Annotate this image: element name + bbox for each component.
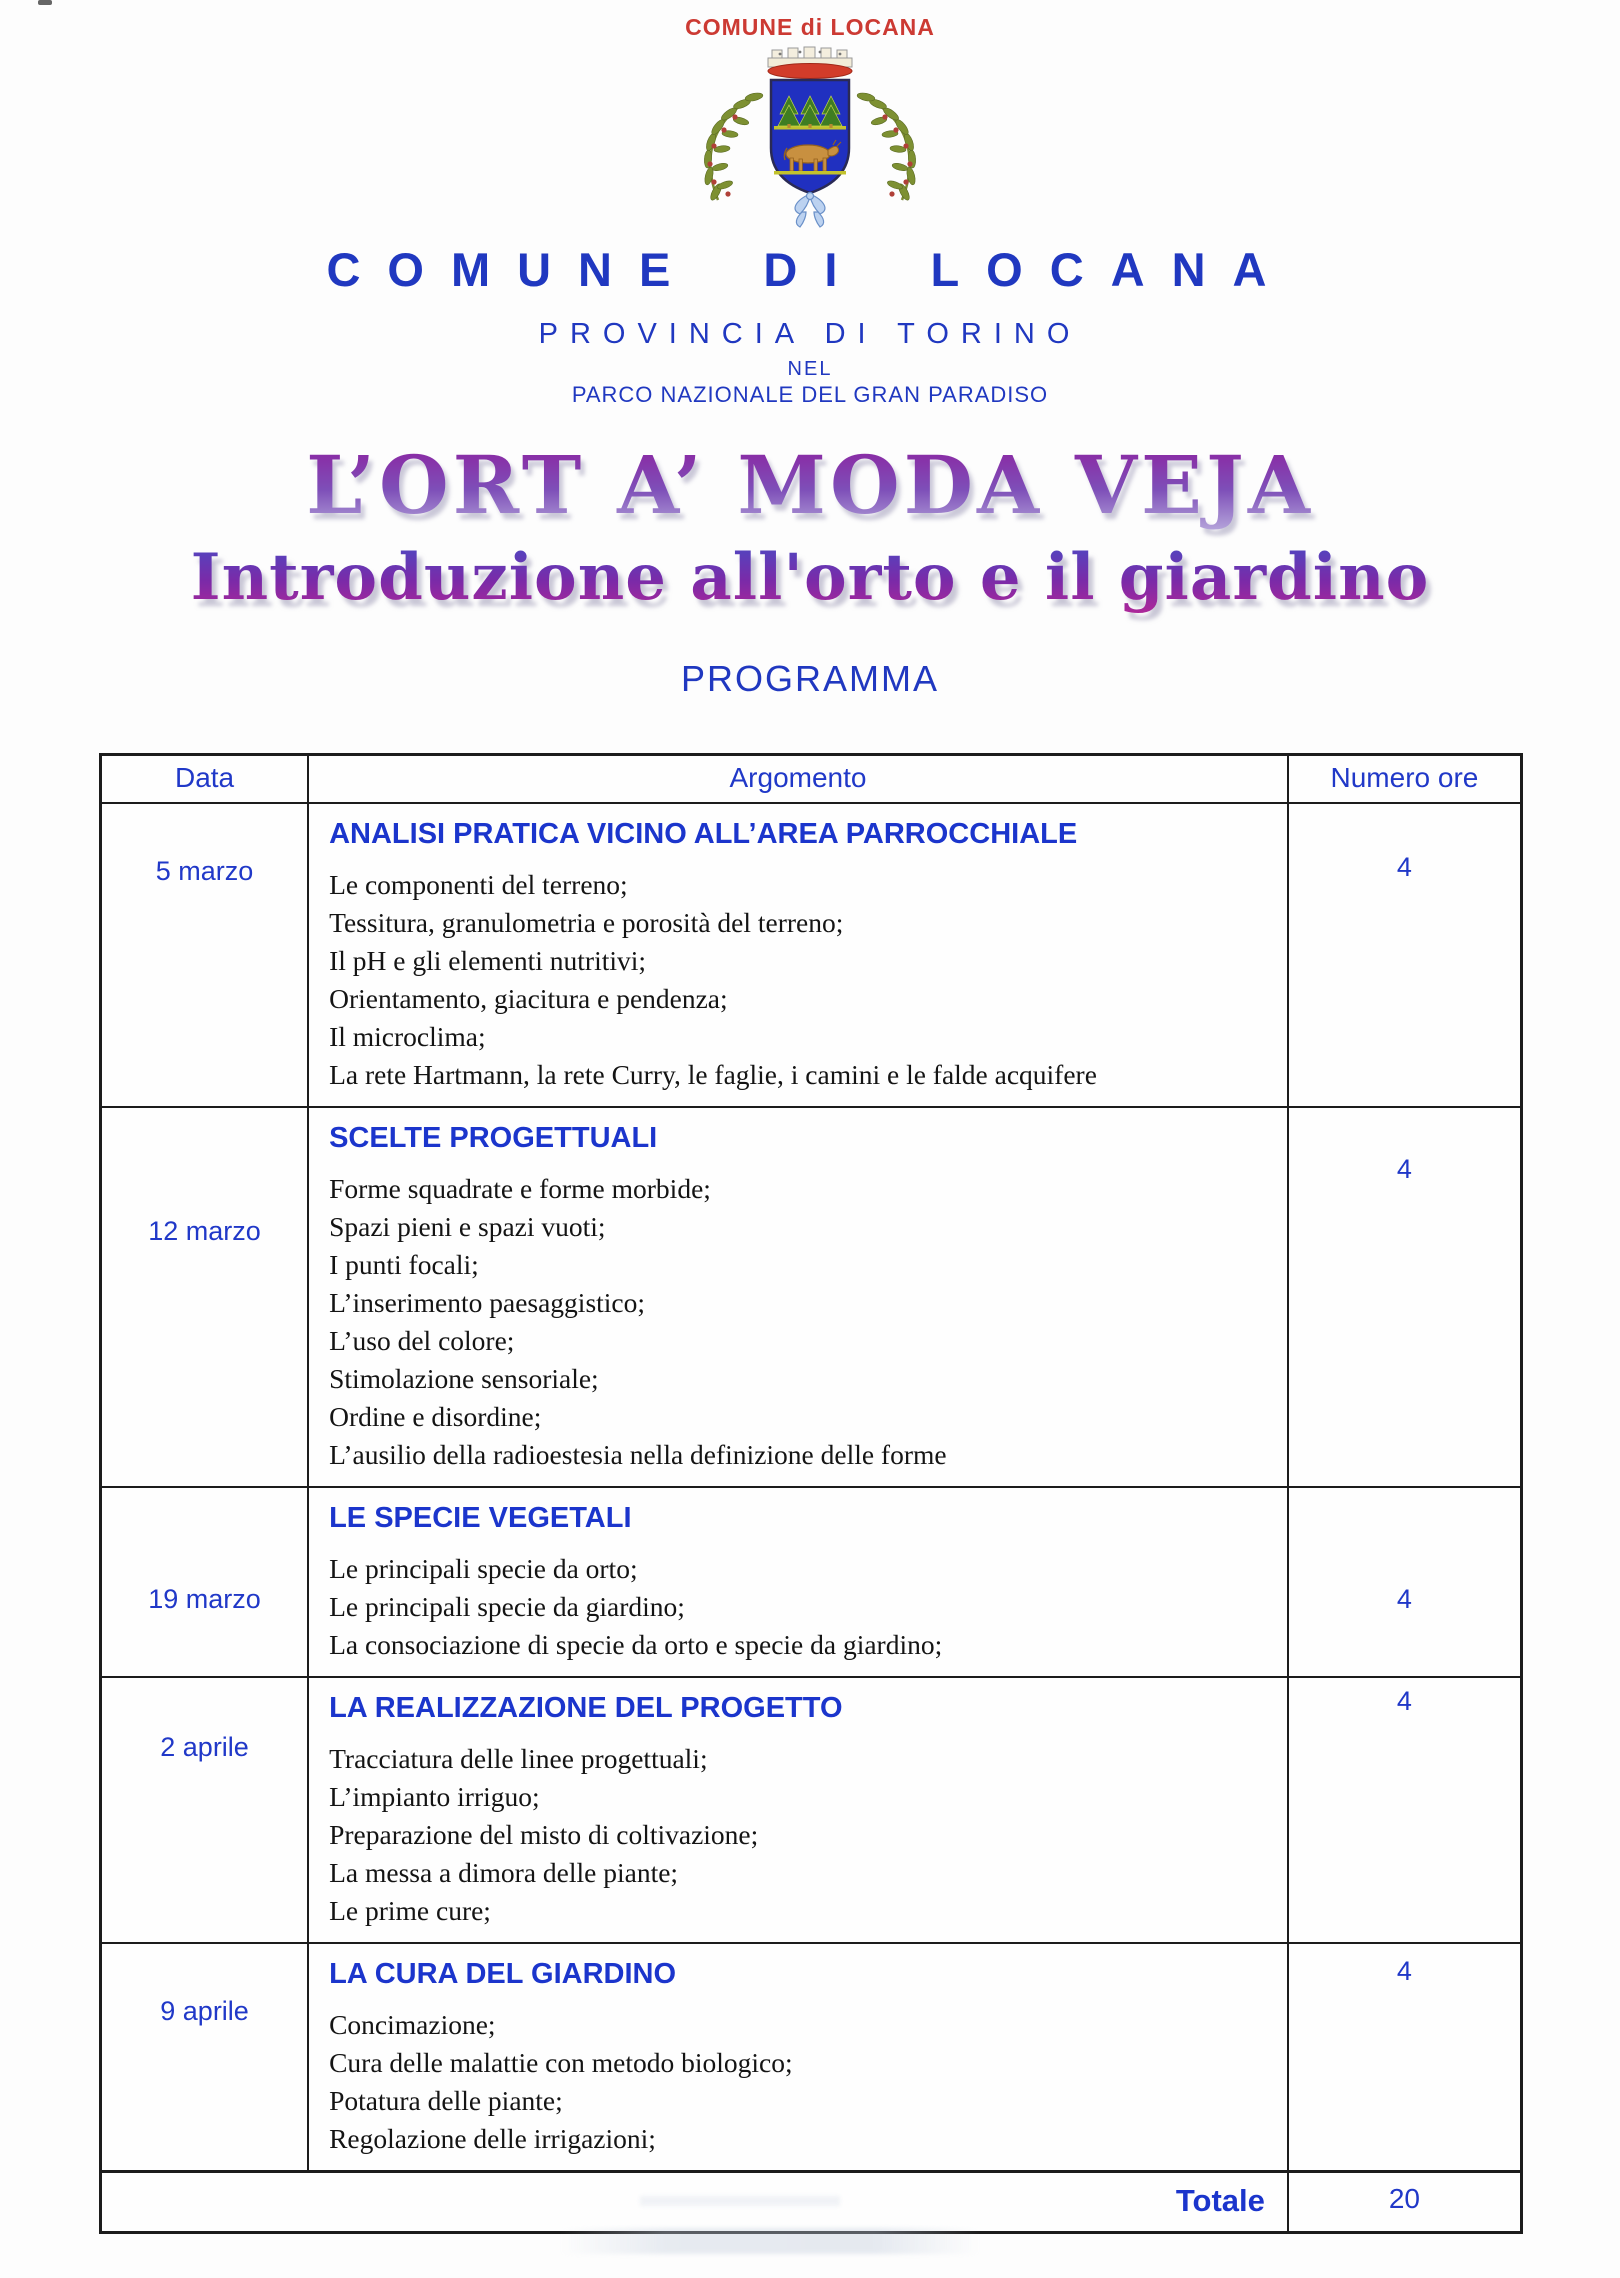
- lesson-title: LA CURA DEL GIARDINO: [329, 1958, 677, 1990]
- scan-smudge: [640, 2196, 840, 2206]
- wordart-title: L’ORT A’ MODA VEJA: [0, 438, 1620, 532]
- hours-cell: [1288, 1487, 1522, 1677]
- hours-cell: [1288, 1943, 1522, 2172]
- date-cell: [101, 1677, 309, 1943]
- lesson-date: 2 aprile: [160, 1732, 249, 1762]
- argument-item: Concimazione;: [329, 2009, 496, 2040]
- argument-cell: [308, 1107, 1288, 1487]
- lesson-hours: 4: [1396, 1154, 1412, 1184]
- lesson-date: 19 marzo: [148, 1584, 261, 1614]
- column-header-data: Data: [101, 755, 309, 804]
- argument-item: L’impianto irriguo;: [329, 1781, 540, 1812]
- argument-cell: [308, 1943, 1288, 2172]
- nel-text: NEL: [787, 358, 833, 380]
- date-cell: [101, 1107, 309, 1487]
- argument-item: La consociazione di specie da orto e specie da giardino;: [329, 1629, 943, 1660]
- lesson-items: [329, 1170, 1273, 1474]
- hours-cell: [1288, 1107, 1522, 1487]
- argument-item: Tracciatura delle linee progettuali;: [329, 1743, 708, 1774]
- column-header-argomento: Argomento: [308, 755, 1288, 804]
- argument-item: Le componenti del terreno;: [329, 869, 628, 900]
- argument-item: Il pH e gli elementi nutritivi;: [329, 945, 647, 976]
- argument-cell: [308, 803, 1288, 1107]
- argument-item: Le principali specie da giardino;: [329, 1591, 685, 1622]
- lesson-hours: 4: [1396, 1956, 1412, 1986]
- column-header-numero-ore: Numero ore: [1288, 755, 1522, 804]
- argument-item: Preparazione del misto di coltivazione;: [329, 1819, 759, 1850]
- argument-item: I punti focali;: [329, 1249, 479, 1280]
- table-row: [101, 1487, 1522, 1677]
- argument-item: L’ausilio della radioestesia nella definizione delle forme: [329, 1439, 947, 1470]
- argument-item: Regolazione delle irrigazioni;: [329, 2123, 656, 2154]
- lesson-hours: 4: [1396, 1686, 1412, 1716]
- wordart-subtitle: Introduzione all'orto e il giardino: [0, 540, 1620, 615]
- argument-cell: [308, 1677, 1288, 1943]
- coat-of-arms-icon: [680, 42, 940, 232]
- lesson-items: [329, 1740, 1273, 1930]
- argument-item: La messa a dimora delle piante;: [329, 1857, 679, 1888]
- page-title: COMUNE DI LOCANA: [326, 243, 1294, 296]
- date-cell: [101, 1487, 309, 1677]
- table-header-row: [101, 755, 1522, 804]
- argument-item: L’inserimento paesaggistico;: [329, 1287, 646, 1318]
- argument-item: Spazi pieni e spazi vuoti;: [329, 1211, 606, 1242]
- province-subtitle: PROVINCIA DI TORINO: [538, 318, 1082, 350]
- table-row: [101, 1677, 1522, 1943]
- table-row: [101, 1107, 1522, 1487]
- argument-item: L’uso del colore;: [329, 1325, 515, 1356]
- table-row: [101, 803, 1522, 1107]
- argument-item: Le prime cure;: [329, 1895, 491, 1926]
- argument-item: La rete Hartmann, la rete Curry, le faglie, i camini e le falde acquifere: [329, 1059, 1097, 1090]
- argument-item: Tessitura, granulometria e porosità del terreno;: [329, 907, 844, 938]
- argument-item: Le principali specie da orto;: [329, 1553, 638, 1584]
- park-subtitle: PARCO NAZIONALE DEL GRAN PARADISO: [571, 382, 1049, 407]
- argument-item: Forme squadrate e forme morbide;: [329, 1173, 711, 1204]
- scan-smudge: [560, 2228, 980, 2254]
- lesson-title: SCELTE PROGETTUALI: [329, 1122, 658, 1154]
- argument-item: Cura delle malattie con metodo biologico;: [329, 2047, 793, 2078]
- argument-item: Potatura delle piante;: [329, 2085, 563, 2116]
- program-table: [99, 753, 1523, 2234]
- emblem-caption: COMUNE di LOCANA: [685, 14, 935, 40]
- lesson-hours: 4: [1396, 852, 1412, 882]
- lesson-title: LE SPECIE VEGETALI: [329, 1502, 632, 1534]
- lesson-title: LA REALIZZAZIONE DEL PROGETTO: [329, 1692, 843, 1724]
- argument-cell: [308, 1487, 1288, 1677]
- table-row: [101, 1943, 1522, 2172]
- argument-item: Stimolazione sensoriale;: [329, 1363, 599, 1394]
- lesson-hours: 4: [1396, 1584, 1412, 1614]
- total-label: Totale: [101, 2172, 1288, 2233]
- hours-cell: [1288, 1677, 1522, 1943]
- date-cell: [101, 803, 309, 1107]
- argument-item: Ordine e disordine;: [329, 1401, 542, 1432]
- lesson-title: ANALISI PRATICA VICINO ALL’AREA PARROCCHIALE: [329, 818, 1078, 850]
- lesson-date: 5 marzo: [155, 856, 254, 886]
- argument-item: Il microclima;: [329, 1021, 486, 1052]
- program-heading: PROGRAMMA: [680, 658, 939, 699]
- lesson-items: [329, 1550, 1273, 1664]
- hours-cell: [1288, 803, 1522, 1107]
- lesson-date: 9 aprile: [160, 1996, 249, 2026]
- lesson-date: 12 marzo: [148, 1216, 261, 1246]
- lesson-items: [329, 866, 1273, 1094]
- argument-item: Orientamento, giacitura e pendenza;: [329, 983, 728, 1014]
- lesson-items: [329, 2006, 1273, 2158]
- total-value: 20: [1288, 2172, 1522, 2233]
- scan-artifact: [38, 0, 52, 5]
- date-cell: [101, 1943, 309, 2172]
